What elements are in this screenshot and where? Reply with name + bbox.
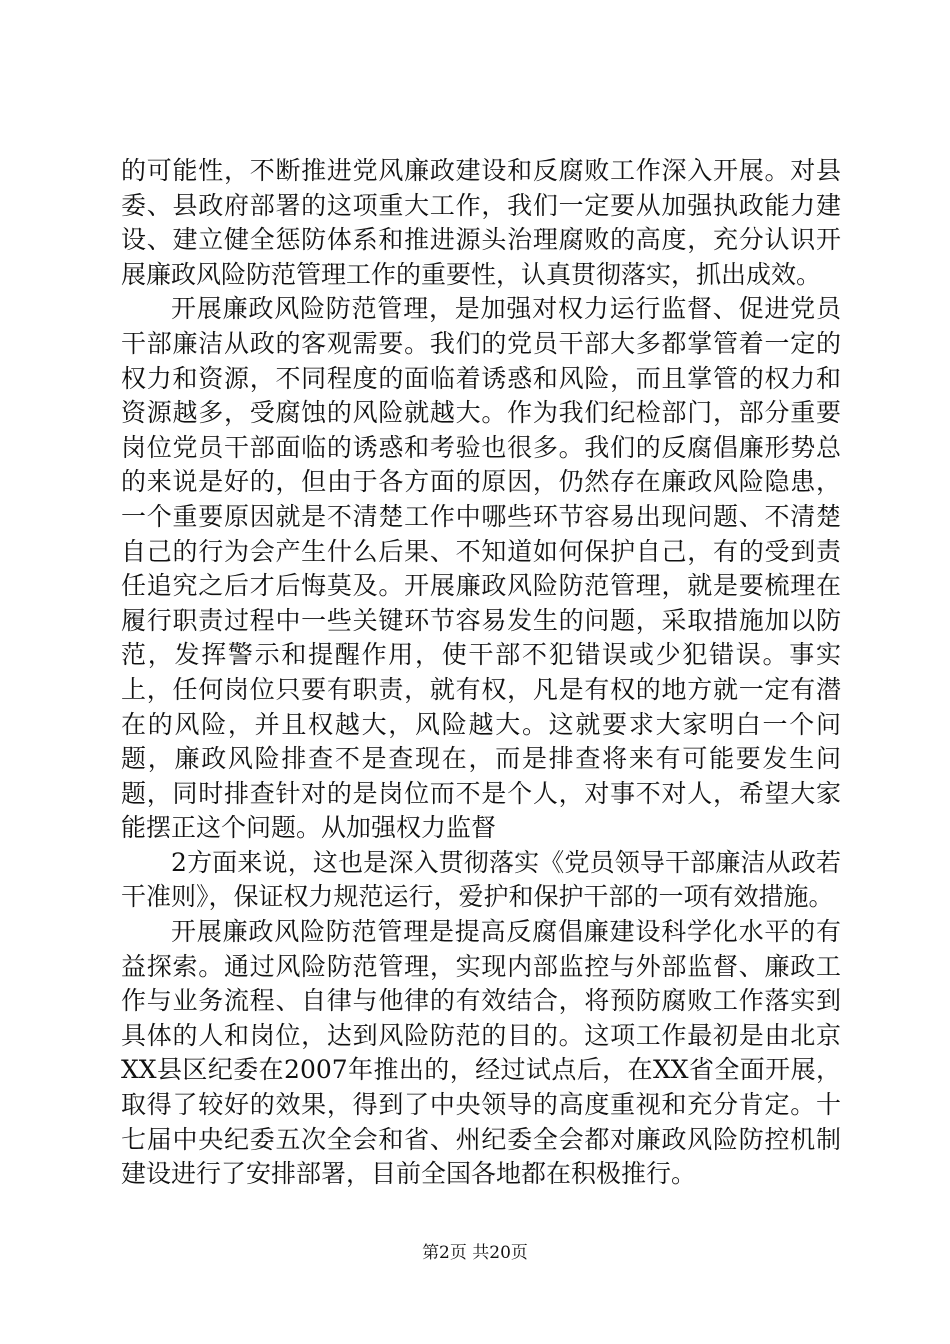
paragraph-4: 开展廉政风险防范管理是提高反腐倡廉建设科学化水平的有益探索。通过风险防范管理，实现内部监控与外部监督、廉政工作与业务流程、自律与他律的有效结合，将预防腐败工作落实到具体的人和岗位，达到风险防范的目的。这项工作最初是由北京XX县区纪委在2007年推出的，经过试点后，在XX省全面开展，取得了较好的效果，得到了中央领导的高度重视和充分肯定。十七届中央纪委五次全会和省、州纪委全会都对廉政风险防控机制建设进行了安排部署，目前全国各地都在积极推行。	[121, 917, 841, 1189]
paragraph-2: 开展廉政风险防范管理，是加强对权力运行监督、促进党员干部廉洁从政的客观需要。我们的党员干部大多都掌管着一定的权力和资源，不同程度的面临着诱惑和风险，而且掌管的权力和资源越多，受腐蚀的风险就越大。作为我们纪检部门，部分重要岗位党员干部面临的诱惑和考验也很多。我们的反腐倡廉形势总的来说是好的，但由于各方面的原因，仍然存在廉政风险隐患，一个重要原因就是不清楚工作中哪些环节容易出现问题、不清楚自己的行为会产生什么后果、不知道如何保护自己，有的受到责任追究之后才后悔莫及。开展廉政风险防范管理，就是要梳理在履行职责过程中一些关键环节容易发生的问题，采取措施加以防范，发挥警示和提醒作用，使干部不犯错误或少犯错误。事实上，任何岗位只要有职责，就有权，凡是有权的地方就一定有潜在的风险，并且权越大，风险越大。这就要求大家明白一个问题，廉政风险排查不是查现在，而是排查将来有可能要发生问题，同时排查针对的是岗位而不是个人，对事不对人，希望大家能摆正这个问题。从加强权力监督	[121, 294, 841, 843]
paragraph-1: 的可能性，不断推进党风廉政建设和反腐败工作深入开展。对县委、县政府部署的这项重大工作，我们一定要从加强执政能力建设、建立健全惩防体系和推进源头治理腐败的高度，充分认识开展廉政风险防范管理工作的重要性，认真贯彻落实，抓出成效。	[121, 156, 841, 289]
page-number-footer: 第2页 共20页	[422, 1243, 528, 1263]
paragraph-3: 2方面来说，这也是深入贯彻落实《党员领导干部廉洁从政若干准则》，保证权力规范运行，爱护和保护干部的一项有效措施。	[121, 847, 841, 912]
document-body	[121, 154, 841, 1192]
